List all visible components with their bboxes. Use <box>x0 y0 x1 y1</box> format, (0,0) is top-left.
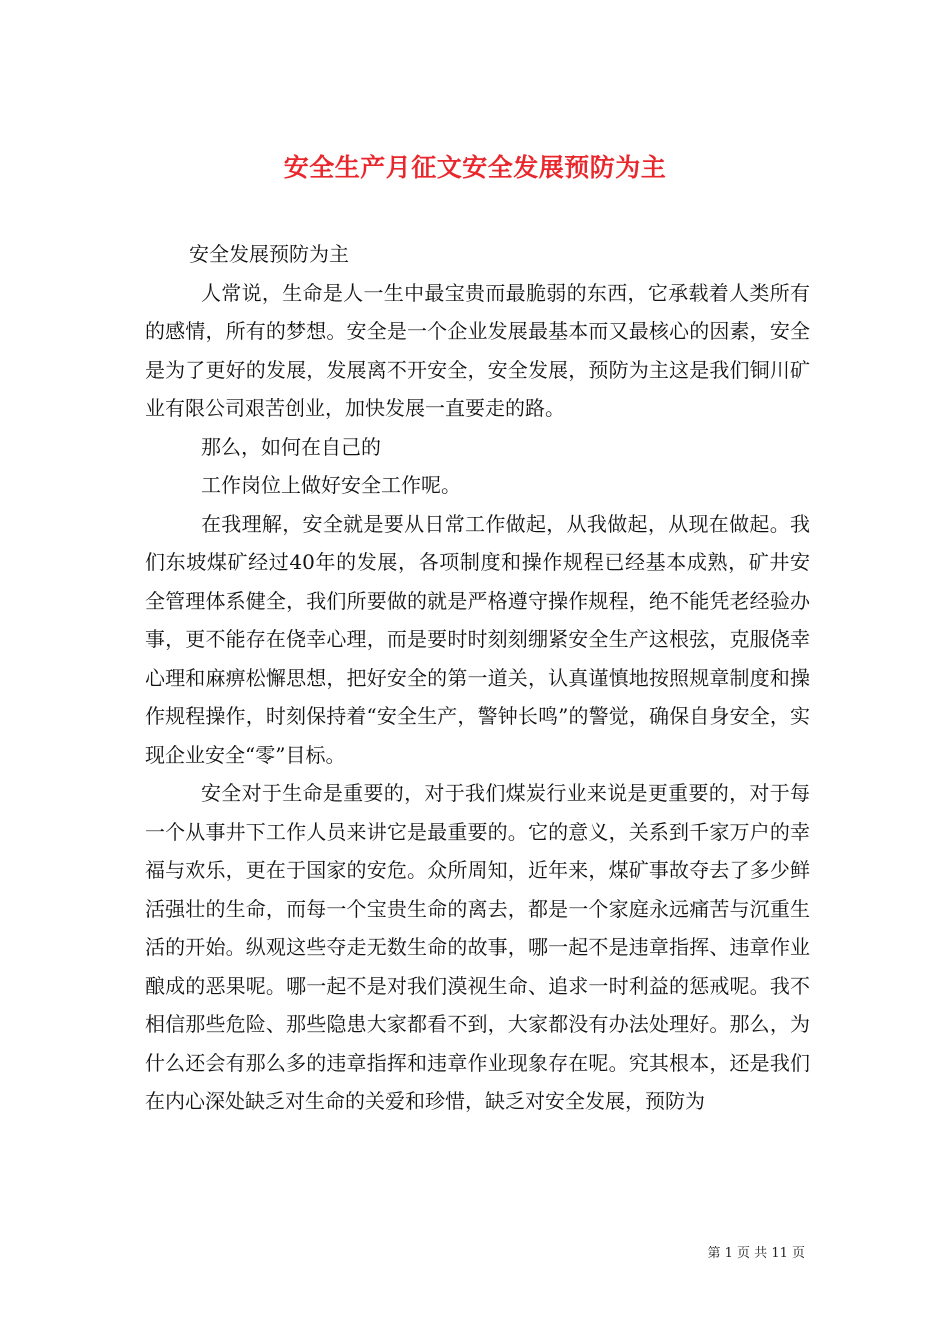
document-body <box>145 235 810 1121</box>
page-number: 第 1 页 共 11 页 <box>707 1246 805 1261</box>
document-title: 安全生产月征文安全发展预防为主 <box>283 152 667 182</box>
paragraph-4: 在我理解，安全就是要从日常工作做起，从我做起，从现在做起。我们东坡煤矿经过40年的发展，各项制度和操作规程已经基本成熟，矿井安全管理体系健全，我们所要做的就是严格遵守操作规程，绝不能凭老经验办事，更不能存在侥幸心理，而是要时时刻刻绷紧安全生产这根弦，克服侥幸心理和麻痹松懈思想，把好安全的第一道关，认真谨慎地按照规章制度和操作规程操作，时刻保持着“安全生产，警钟长鸣”的警觉，确保自身安全，实现企业安全“零”目标。 <box>145 511 810 767</box>
paragraph-5: 安全对于生命是重要的，对于我们煤炭行业来说是更重要的，对于每一个从事井下工作人员来讲它是最重要的。它的意义，关系到千家万户的幸福与欢乐，更在于国家的安危。众所周知，近年来，煤矿事故夺去了多少鲜活强壮的生命，而每一个宝贵生命的离去，都是一个家庭永远痛苦与沉重生活的开始。纵观这些夺走无数生命的故事，哪一起不是违章指挥、违章作业酿成的恶果呢。哪一起不是对我们漠视生命、追求一时利益的惩戒呢。我不相信那些危险、那些隐患大家都看不到，大家都没有办法处理好。那么，为什么还会有那么多的违章指挥和违章作业现象存在呢。究其根本，还是我们在内心深处缺乏对生命的关爱和珍惜，缺乏对安全发展，预防为 <box>145 781 810 1113</box>
section-heading: 安全发展预防为主 <box>189 242 349 266</box>
paragraph-3: 工作岗位上做好安全工作呢。 <box>201 473 461 497</box>
paragraph-1: 人常说，生命是人一生中最宝贵而最脆弱的东西，它承载着人类所有的感情，所有的梦想。安全是一个企业发展最基本而又最核心的因素，安全是为了更好的发展，发展离不开安全，安全发展，预防为主这是我们铜川矿业有限公司艰苦创业，加快发展一直要走的路。 <box>145 280 810 420</box>
paragraph-2: 那么，如何在自己的 <box>201 434 381 459</box>
